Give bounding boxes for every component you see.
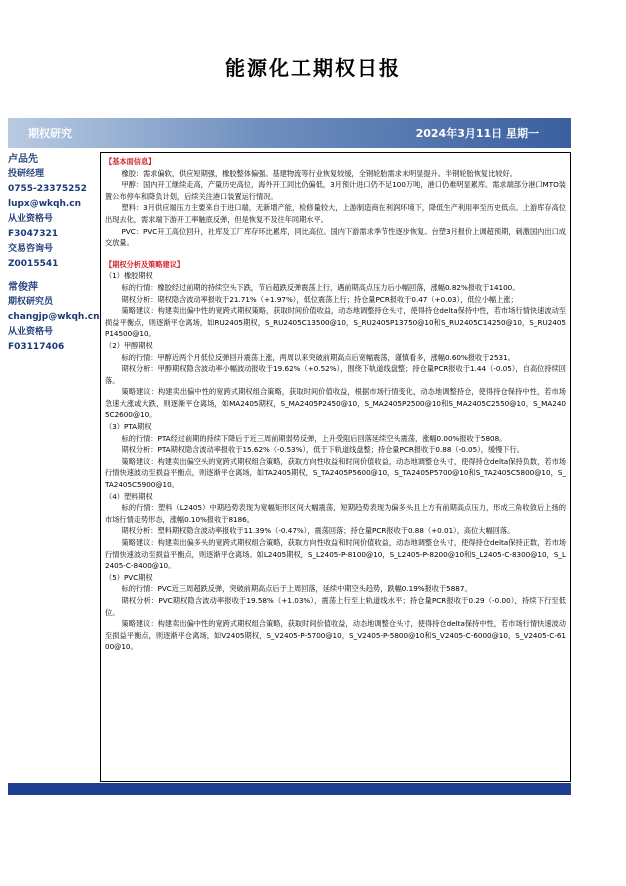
paragraph: PVC：PVC开工高位回升，社库及工厂库存环比累库，同比高位。国内下游需求季节性逐步恢复。台塑3月报价上调超预期，刺激国内出口成交放量。 [105,226,566,248]
paragraph: 期权分析：PTA期权隐含波动率报收于15.62%（-0.53%），低于下轨道线盘整；持仓量PCR报收于0.88（-0.05），缓慢下行。 [121,445,524,455]
paragraph: （1）橡胶期权 [105,271,153,281]
paragraph: 甲醇：国内开工继续走高，产量历史高位，海外开工同比仍偏低，3月预计进口仍不足100万吨，港口仍难明显累库。需求端部分港口MTO装置公布停车和降负计划，后续关注港口装置运行情况。 [105,180,566,201]
analyst-sidebar [8,152,100,780]
paragraph: 标的行情：PTA经过前期的持续下降后于近三周前期弱势反弹，上升受阻后回落延续空头震荡，涨幅0.00%报收于5808。 [121,433,507,443]
paragraph: 策略建议：构建卖出偏中性的宽跨式期权组合策略，获取时间价值收益，动态地调整仓头寸，使得持仓delta保持中性，若市场行情快速波动至损益平衡点，则逐渐平仓离场，如V2405期权，S_V2405-P-5700@10，S_V2405-P-5800@10和S_V2405-C-6000@10，S_V2405-C-6100@10。 [105,619,566,652]
analyst-info: 从业资格号 [8,327,54,337]
paragraph: 塑料：3月供应端压力主要来自于进口端，无新增产能，检修量较大，上游制造商在利润环境下，降低生产利用率至历史低点。上游库存高位出现去化，需求端下游开工率触底反弹，但是恢复不及往年同期水平。 [105,203,566,224]
paragraph: 策略建议：构建卖出偏中性的宽跨式期权组合策略，获取时间价值收益，根据市场行情变化，动态地调整持仓，使得持仓保持中性，若市场急速大涨或大跌，则逐渐平仓离场，如MA2405期权，S_MA2405P2450@10，S_MA2405P2500@10和S_MA2405C2550@10，S_MA2405C2600@10。 [105,387,566,420]
paragraph: 策略建议：构建卖出偏中性的宽跨式期权策略，获取时间价值收益，动态地调整持仓头寸，使得持仓delta保持中性，若市场行情快速波动至损益平衡点，则逐渐平仓离场，如RU2405期权，S_RU2405C13500@10，S_RU2405P13750@10和S_RU2405C14250@10，S_RU2405P14500@10。 [105,306,566,339]
analyst-info: 0755-23375252 [8,184,87,194]
report-content [100,152,571,782]
analyst-name: 卢品先 [8,154,38,165]
banner-date: 2024年3月11日 星期一 [415,127,539,140]
section-heading: 【基本面信息】 [105,157,156,166]
paragraph: 期权分析：PVC期权隐含波动率报收于19.58%（+1.03%），震荡上行至上轨道线水平；持仓量PCR报收于0.29（-0.00），持续下行至低位。 [105,595,566,617]
header-banner [8,118,571,148]
paragraph: 期权分析：期权隐含波动率报收于21.71%（+1.97%），低位震荡上行；持仓量PCR报收于0.47（+0.03），低位小幅上涨； [121,294,518,304]
paragraph: （2）甲醇期权 [105,340,153,350]
analyst-info: 投研经理 [8,169,45,179]
sidebar-spacer [8,272,100,280]
paragraph: 标的行情：甲醇近两个月低位反弹回升震荡上涨，两周以来突破前期高点后宽幅震荡，谨慎看多，涨幅0.60%报收于2531。 [121,352,515,362]
analyst-info: F03117406 [8,342,65,352]
analyst-info: changjp@wkqh.cn [8,312,100,322]
paragraph: 策略建议：构建卖出偏空头的宽跨式期权组合策略，获取方向性收益和时间价值收益，动态地调整仓头寸，使得持仓delta保持负数，若市场行情快速波动至损益平衡点，则逐渐平仓离场，如TA2405期权，S_TA2405P5600@10，S_TA2405P5700@10和S_TA2405C5800@10，S_TA2405C5900@10。 [105,456,566,490]
analyst-name: 常俊萍 [8,282,38,293]
banner-section-label: 期权研究 [28,127,72,140]
analyst-info: 期权研究员 [8,297,54,307]
paragraph: （4）塑料期权 [105,491,153,501]
paragraph: 标的行情：塑料（L2405）中期趋势表现为宽幅矩形区间大幅震荡，短期趋势表现为偏多头且上方有前期高点压力，形成三角收敛后上扬的市场行情走势形态，涨幅0.10%报收于8186。 [105,503,566,524]
paragraph: （5）PVC期权 [105,572,153,582]
paragraph: 标的行情：PVC近三周超跌反弹，突破前期高点后于上周回落，延续中期空头趋势，跌幅0.19%报收于5887。 [121,584,472,594]
analyst-info: 从业资格号 [8,214,54,224]
paragraph: 标的行情：橡胶经过前期的持续空头下跌，节后超跌反弹震荡上行，遇前期高点压力后小幅回落，涨幅0.82%报收于14100。 [121,282,520,292]
paragraph: 期权分析：甲醇期权隐含波动率小幅波动报收于19.62%（+0.52%），围绕下轨道线盘整；持仓量PCR报收于1.44（-0.05），自高位持续回落。 [105,364,566,385]
section-gap [105,249,566,259]
paragraph: 橡胶：需求偏软，供应短期强，橡胶整体偏强。基建物流等行业恢复较缓，全钢轮胎需求未明显提升。半钢轮胎恢复比较好。 [121,168,517,178]
analyst-info: F3047321 [8,229,58,239]
analyst-info: lupx@wkqh.cn [8,199,82,209]
analyst-info: Z0015541 [8,259,59,269]
paragraph: （3）PTA期权 [105,422,152,432]
paragraph: 策略建议：构建卖出偏多头的宽跨式期权组合策略，获取方向性收益和时间价值收益，动态地调整仓头寸，使得持仓delta保持正数，若市场行情快速波动至损益平衡点，则逐渐平仓离场。如L2405期权，S_L2405-P-8100@10，S_L2405-P-8200@10和S_L2405-C-8300@10，S_L2405-C-8400@10。 [105,538,566,571]
paragraph: 期权分析：塑料期权隐含波动率报收于11.39%（-0.47%），震荡回落；持仓量PCR报收于0.88（+0.01），高位大幅回落。 [121,526,515,536]
report-title: 能源化工期权日报 [225,56,401,80]
analyst-info: 交易咨询号 [8,244,54,254]
footer-bar [8,783,571,795]
section-heading: 【期权分析及策略建议】 [105,259,185,269]
